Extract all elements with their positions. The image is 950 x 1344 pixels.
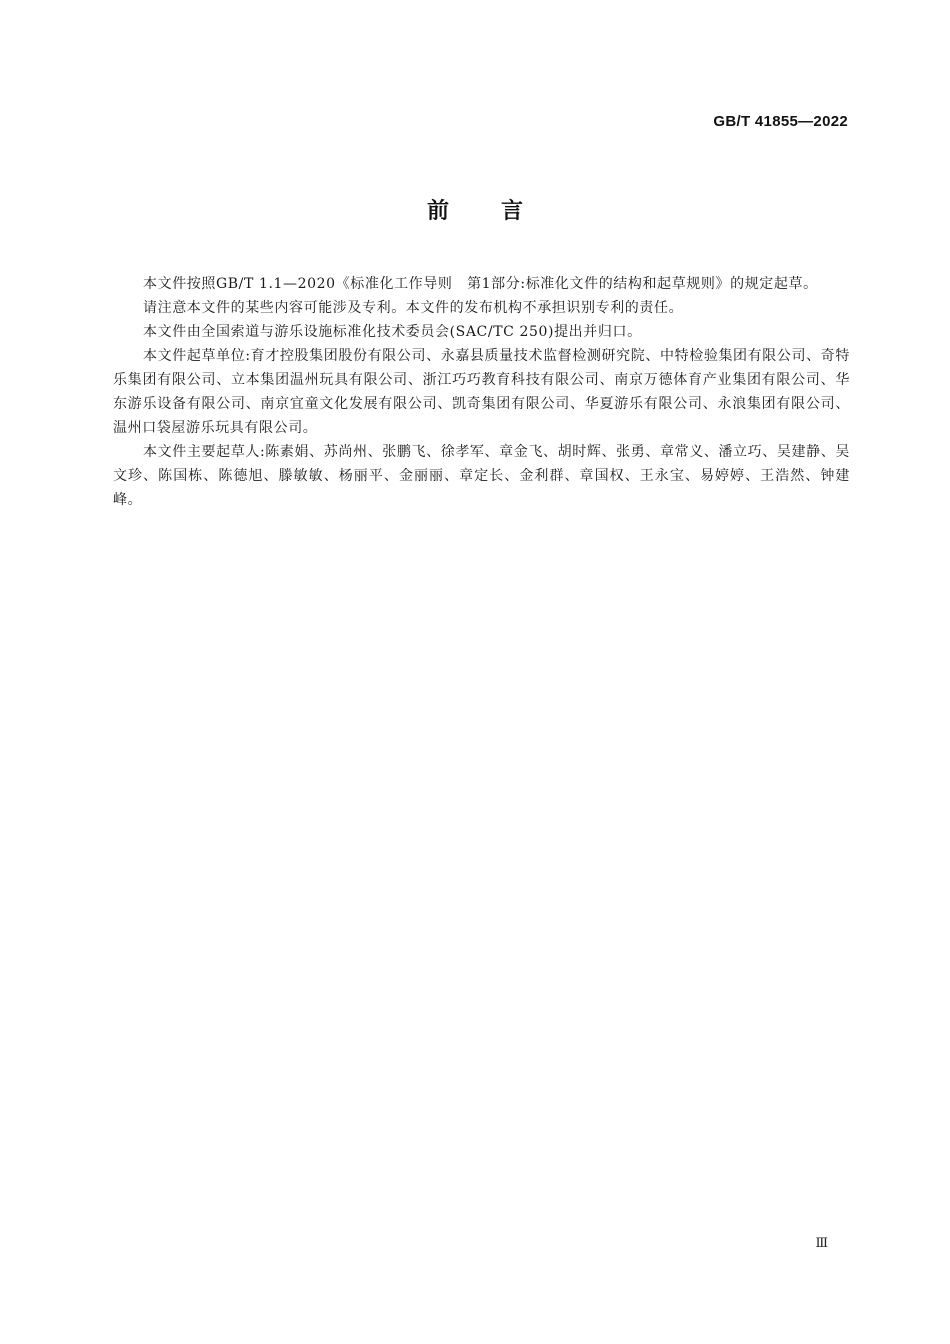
paragraph-drafting-rules: 本文件按照GB/T 1.1—2020《标准化工作导则 第1部分:标准化文件的结构和起草规则》的规定起草。	[143, 276, 818, 292]
paragraph-patent-notice: 请注意本文件的某些内容可能涉及专利。本文件的发布机构不承担识别专利的责任。	[143, 300, 684, 316]
page-number: Ⅲ	[815, 1236, 828, 1251]
paragraph-drafting-units: 本文件起草单位:育才控股集团股份有限公司、永嘉县质量技术监督检测研究院、中特检验集团有限公司、奇特乐集团有限公司、立本集团温州玩具有限公司、浙江巧巧教育科技有限公司、南京万德体育产业集团有限公司、华东游乐设备有限公司、南京宜童文化发展有限公司、凯奇集团有限公司、华夏游乐有限公司、永浪集团有限公司、温州口袋屋游乐玩具有限公司。	[113, 348, 850, 436]
section-title: 前言	[426, 199, 575, 224]
paragraph-drafters: 本文件主要起草人:陈素娟、苏尚州、张鹏飞、徐孝军、章金飞、胡时辉、张勇、章常义、潘立巧、吴建静、吴文珍、陈国栋、陈德旭、滕敏敏、杨丽平、金丽丽、章定长、金利群、章国权、王永宝、易婷婷、王浩然、钟建峰。	[113, 444, 850, 508]
paragraph-proposer: 本文件由全国索道与游乐设施标准化技术委员会(SAC/TC 250)提出并归口。	[143, 324, 642, 340]
foreword-body	[113, 272, 850, 512]
standard-code: GB/T 41855—2022	[713, 113, 848, 130]
